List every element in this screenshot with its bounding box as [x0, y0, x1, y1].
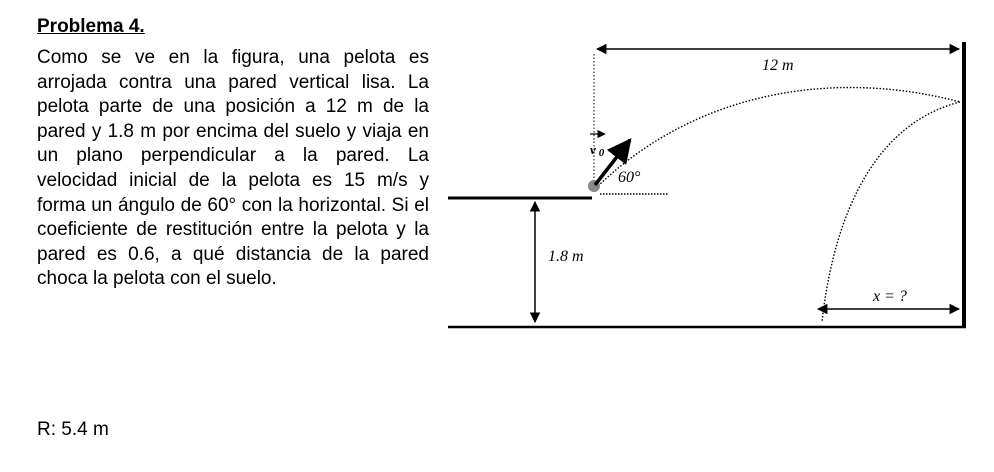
velocity-label: v 0 [590, 142, 605, 159]
projectile-figure [440, 30, 980, 340]
distance-label: 12 m [762, 57, 794, 74]
problem-title: Problema 4. [37, 16, 145, 37]
angle-label: 60° [618, 169, 641, 186]
unknown-distance-label: x = ? [873, 288, 907, 305]
answer-text: R: 5.4 m [37, 419, 109, 440]
height-label: 1.8 m [548, 248, 584, 265]
trajectory-incoming [598, 88, 960, 186]
problem-statement: Como se ve en la figura, una pelota es arrojada contra una pared vertical lisa. La pelota parte de una posición a 12 m de la pared y 1.8 m por encima del suelo y viaja en un plano perpendicular a la pared. La velocidad inicial de la pelota es 15 m/s y forma un ángulo de 60° con la horizontal. Si el coeficiente de restitución entre la pelota y la pared es 0.6, a qué distancia de la pared choca la pelota con el suelo. [37, 47, 429, 290]
